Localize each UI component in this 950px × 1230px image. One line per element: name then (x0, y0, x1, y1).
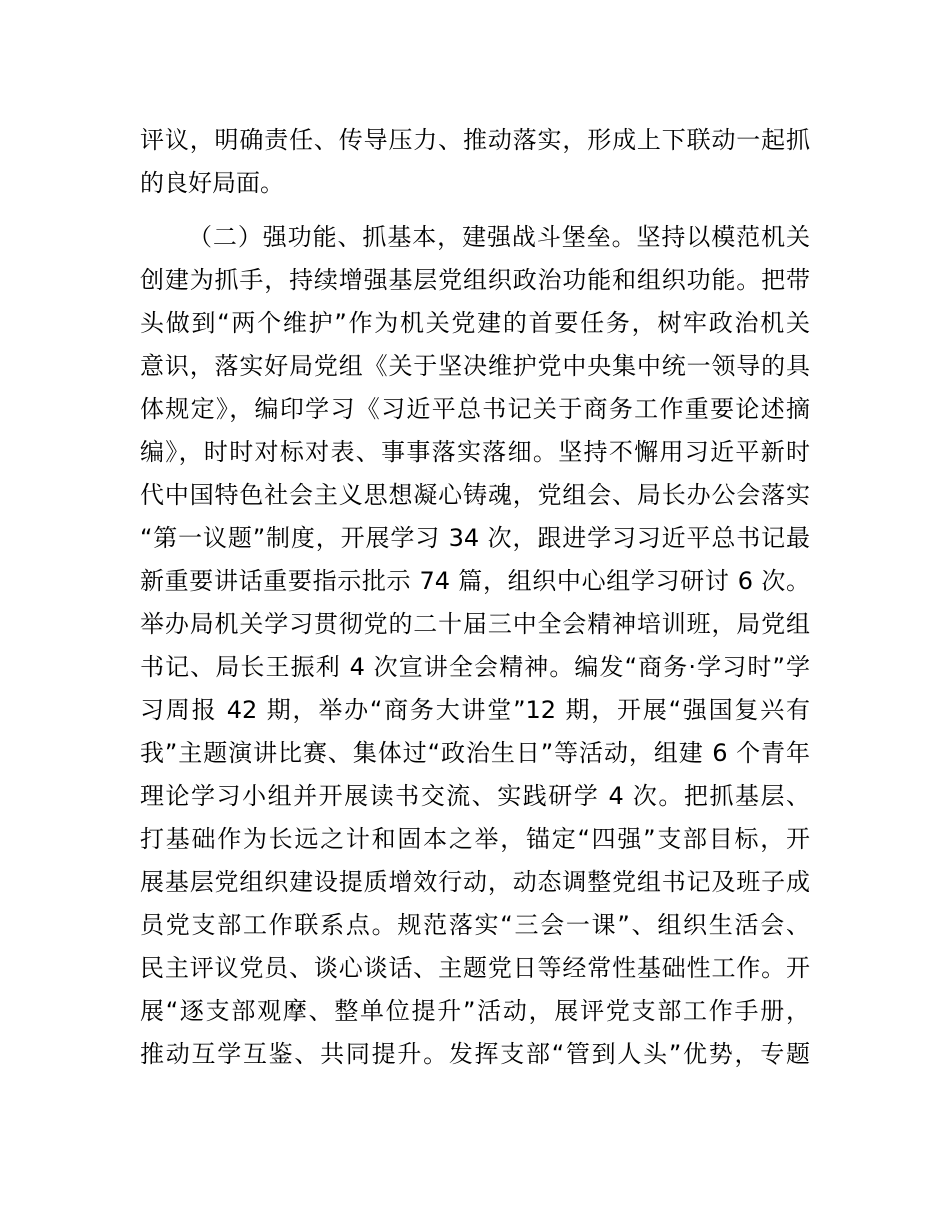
document-page (140, 119, 810, 1076)
text-line: 展“逐支部观摩、整单位提升”活动，展评党支部工作手册， (140, 997, 810, 1025)
text-line: 新重要讲话重要指示批示 74 篇，组织中心组学习研讨 6 次。 (140, 567, 810, 595)
text-line: 理论学习小组并开展读书交流、实践研学 4 次。把抓基层、 (140, 782, 810, 810)
text-line: 创建为抓手，持续增强基层党组织政治功能和组织功能。把带 (140, 266, 810, 294)
text-line: 举办局机关学习贯彻党的二十届三中全会精神培训班，局党组 (140, 610, 810, 638)
paragraph-1 (140, 119, 810, 205)
text-line: 员党支部工作联系点。规范落实“三会一课”、组织生活会、 (140, 911, 810, 939)
text-line: 民主评议党员、谈心谈话、主题党日等经常性基础性工作。开 (140, 954, 810, 982)
text-line: 习周报 42 期，举办“商务大讲堂”12 期，开展“强国复兴有 (140, 696, 810, 724)
section-heading-line: （二）强功能、抓基本，建强战斗堡垒。坚持以模范机关 (188, 223, 810, 251)
text-line: 编》，时时对标对表、事事落实落细。坚持不懈用习近平新时 (140, 438, 810, 466)
text-line: 推动互学互鉴、共同提升。发挥支部“管到人头”优势，专题 (140, 1040, 810, 1068)
text-line: 展基层党组织建设提质增效行动，动态调整党组书记及班子成 (140, 868, 810, 896)
text-line: 头做到“两个维护”作为机关党建的首要任务，树牢政治机关 (140, 309, 810, 337)
text-line: 书记、局长王振利 4 次宣讲全会精神。编发“商务·学习时”学 (140, 653, 810, 681)
text-line: “第一议题”制度，开展学习 34 次，跟进学习习近平总书记最 (140, 524, 810, 552)
paragraph-2 (140, 216, 810, 1076)
text-line: 意识，落实好局党组《关于坚决维护党中央集中统一领导的具 (140, 352, 810, 380)
text-line: 代中国特色社会主义思想凝心铸魂，党组会、局长办公会落实 (140, 481, 810, 509)
text-line: 我”主题演讲比赛、集体过“政治生日”等活动，组建 6 个青年 (140, 739, 810, 767)
text-line: 体规定》，编印学习《习近平总书记关于商务工作重要论述摘 (140, 395, 810, 423)
text-line: 的良好局面。 (140, 169, 284, 197)
text-line: 评议，明确责任、传导压力、推动落实，形成上下联动一起抓 (140, 126, 810, 154)
text-line: 打基础作为长远之计和固本之举，锚定“四强”支部目标，开 (140, 825, 810, 853)
